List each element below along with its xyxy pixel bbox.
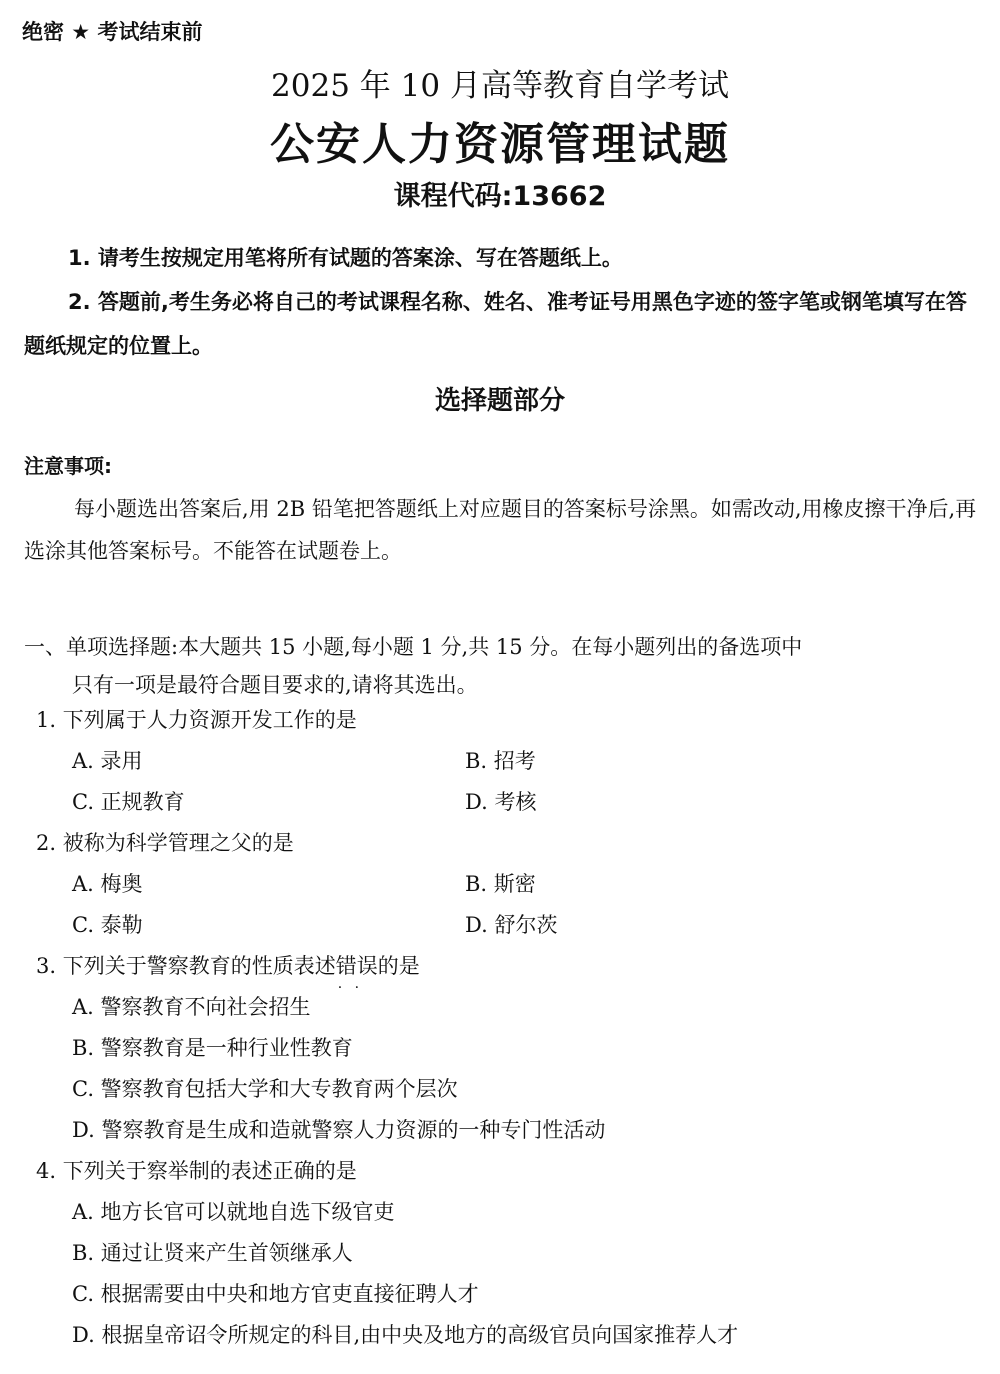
instructions [24, 236, 979, 368]
stem-prefix: 3. 下列关于警察教育的性质表述 [36, 954, 336, 978]
option-c: C. 泰勒 [72, 913, 143, 937]
option-b: B. 斯密 [465, 872, 536, 896]
option-a: A. 地方长官可以就地自选下级官吏 [72, 1200, 395, 1224]
option-c: C. 正规教育 [72, 790, 185, 814]
option-a: A. 录用 [72, 749, 143, 773]
instruction-1: 1. 请考生按规定用笔将所有试题的答案涂、写在答题纸上。 [68, 246, 623, 270]
part-heading-line1: 一、单项选择题:本大题共 15 小题,每小题 1 分,共 15 分。在每小题列出的备选项中 [24, 635, 803, 659]
subject-title: 公安人力资源管理试题 [270, 119, 730, 170]
question-stem [0, 954, 420, 978]
notice-text: 每小题选出答案后,用 2B 铅笔把答题纸上对应题目的答案标号涂黑。如需改动,用橡皮擦干净后,再选涂其他答案标号。不能答在试题卷上。 [24, 497, 977, 563]
section-title: 选择题部分 [434, 386, 565, 416]
option-c: C. 根据需要由中央和地方官吏直接征聘人才 [72, 1282, 479, 1306]
option-b: B. 招考 [465, 749, 536, 773]
question-2 [0, 823, 1000, 946]
instruction-2: 2. 答题前,考生务必将自己的考试课程名称、姓名、准考证号用黑色字迹的签字笔或钢笔填写在答题纸规定的位置上。 [24, 290, 967, 358]
option-d: D. 根据皇帝诏令所规定的科目,由中央及地方的高级官员向国家推荐人才 [72, 1323, 739, 1347]
stem-suffix: 的是 [377, 954, 420, 978]
exam-title: 2025 年 10 月高等教育自学考试 [271, 68, 729, 104]
question-4 [0, 1151, 1000, 1356]
option-d: D. 考核 [465, 790, 537, 814]
question-1 [0, 700, 1000, 823]
question-list [0, 700, 1000, 1356]
option-c: C. 警察教育包括大学和大专教育两个层次 [72, 1077, 458, 1101]
emphasis-word: 错误 · · [336, 954, 378, 978]
option-a: A. 警察教育不向社会招生 [72, 995, 311, 1019]
option-d: D. 警察教育是生成和造就警察人力资源的一种专门性活动 [72, 1118, 606, 1142]
option-d: D. 舒尔茨 [465, 913, 558, 937]
course-code: 课程代码:13662 [393, 181, 607, 212]
question-stem: 1. 下列属于人力资源开发工作的是 [36, 708, 357, 732]
option-a: A. 梅奥 [72, 872, 143, 896]
part-heading [24, 628, 979, 704]
notice-label: 注意事项: [24, 454, 112, 478]
question-stem: 2. 被称为科学管理之父的是 [36, 831, 294, 855]
option-b: B. 通过让贤来产生首领继承人 [72, 1241, 353, 1265]
question-3 [0, 946, 1000, 1151]
option-b: B. 警察教育是一种行业性教育 [72, 1036, 353, 1060]
notice-body [24, 488, 979, 572]
part-heading-line2: 只有一项是最符合题目要求的,请将其选出。 [72, 673, 478, 697]
confidential-mark: 绝密 ★ 考试结束前 [22, 20, 203, 44]
question-stem: 4. 下列关于察举制的表述正确的是 [36, 1159, 357, 1183]
